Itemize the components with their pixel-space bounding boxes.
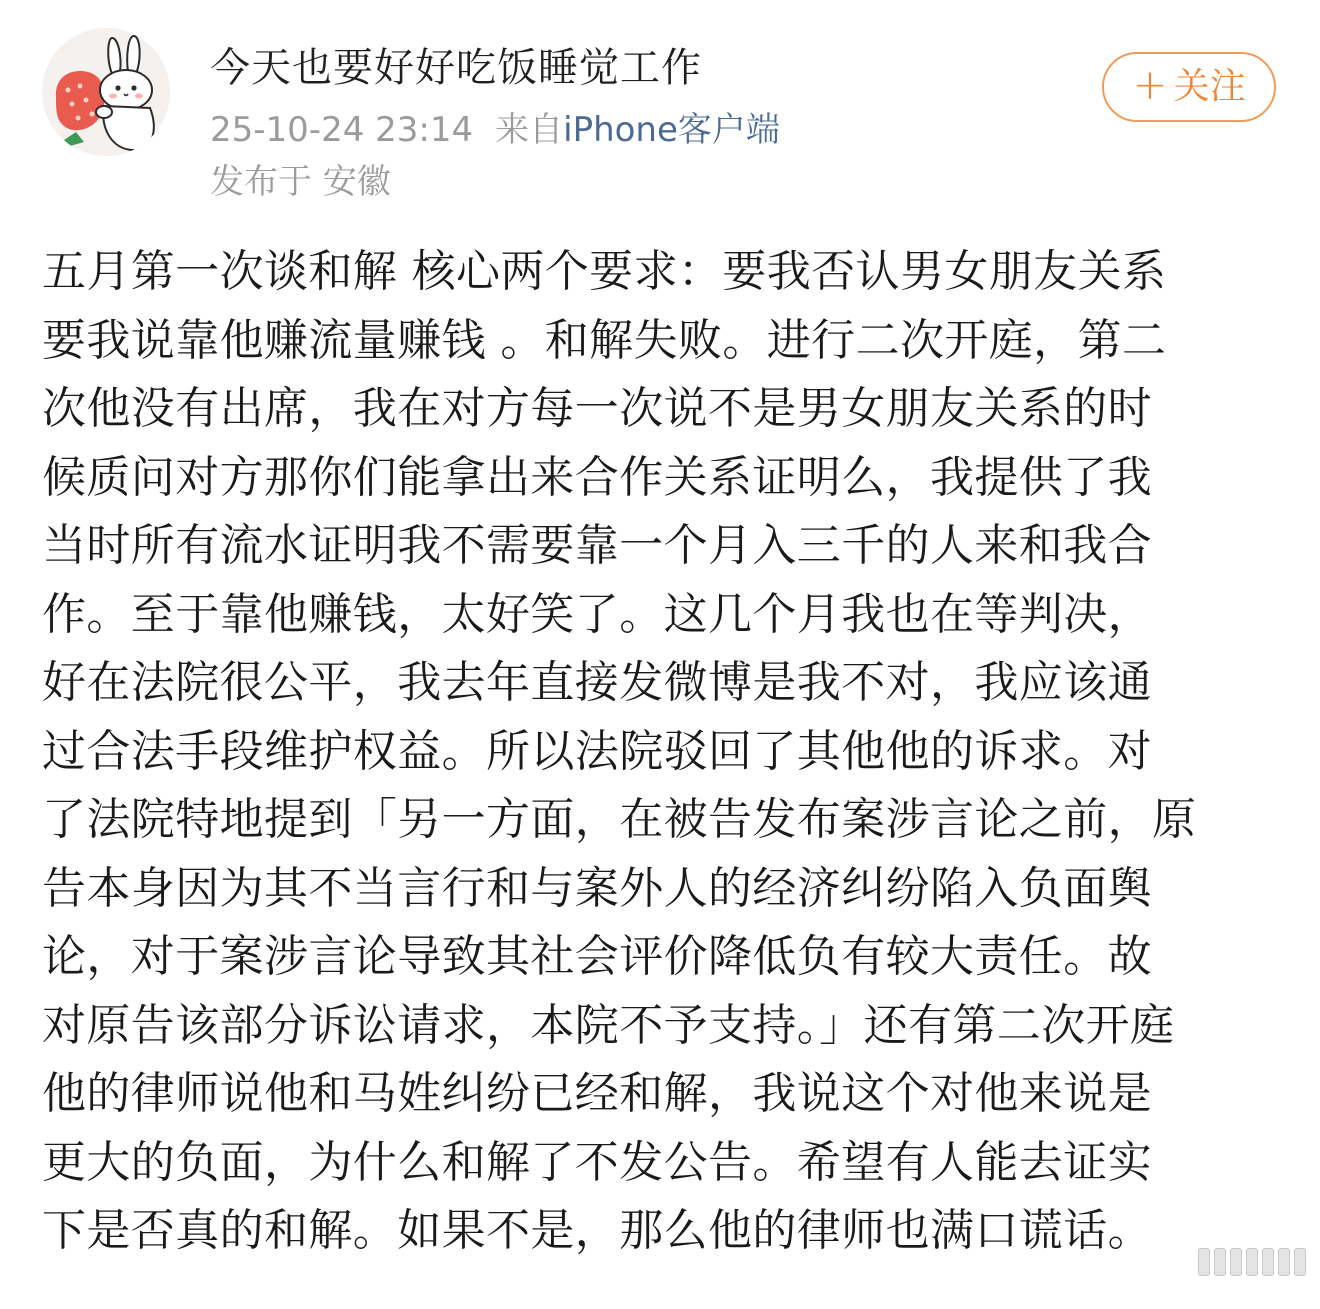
post-line: 下是否真的和解。如果不是，那么他的律师也满口谎话。	[42, 1205, 1152, 1256]
username[interactable]: 今天也要好好吃饭睡觉工作	[210, 45, 702, 91]
post-line: 当时所有流水证明我不需要靠一个月入三千的人来和我合	[42, 520, 1152, 571]
post-line: 作。至于靠他赚钱，太好笑了。这几个月我也在等判决，	[42, 588, 1152, 640]
post-line: 要我说靠他赚流量赚钱 。和解失败。进行二次开庭，第二	[42, 314, 1167, 366]
strawberry-bunny-avatar-icon	[42, 28, 170, 156]
follow-button[interactable]	[1102, 52, 1276, 122]
post-body	[42, 238, 1282, 1266]
follow-label: 关注	[1173, 66, 1246, 107]
avatar[interactable]	[42, 28, 170, 156]
post-line: 次他没有出席，我在对方每一次说不是男女朋友关系的时	[42, 383, 1152, 434]
post-line: 过合法手段维护权益。所以法院驳回了其他他的诉求。对	[42, 725, 1152, 777]
post-location: 发布于 安徽	[210, 162, 391, 202]
post-header	[0, 0, 1320, 220]
post-line: 他的律师说他和马姓纠纷已经和解，我说这个对他来说是	[42, 1068, 1152, 1119]
post-line: 对原告该部分诉讼请求，本院不予支持。」还有第二次开庭	[42, 999, 1175, 1051]
post-line: 了法院特地提到「另一方面，在被告发布案涉言论之前，原	[42, 794, 1197, 845]
post-meta	[210, 106, 780, 154]
post-line: 更大的负面，为什么和解了不发公告。希望有人能去证实	[42, 1136, 1152, 1188]
source-label: 来自	[495, 110, 564, 150]
post-line: 好在法院很公平，我去年直接发微博是我不对，我应该通	[42, 657, 1152, 708]
post-line: 告本身因为其不当言行和与案外人的经济纠纷陷入负面舆	[42, 862, 1152, 914]
watermark-logo	[1198, 1244, 1310, 1280]
post-line: 五月第一次谈和解 核心两个要求：要我否认男女朋友关系	[42, 246, 1167, 297]
post-line: 候质问对方那你们能拿出来合作关系证明么，我提供了我	[42, 451, 1152, 503]
plus-icon: +	[1132, 60, 1168, 109]
post-timestamp: 25-10-24 23:14	[210, 110, 474, 150]
client-link[interactable]: iPhone客户端	[563, 110, 780, 150]
post-line: 论，对于案涉言论导致其社会评价降低负有较大责任。故	[42, 931, 1152, 982]
